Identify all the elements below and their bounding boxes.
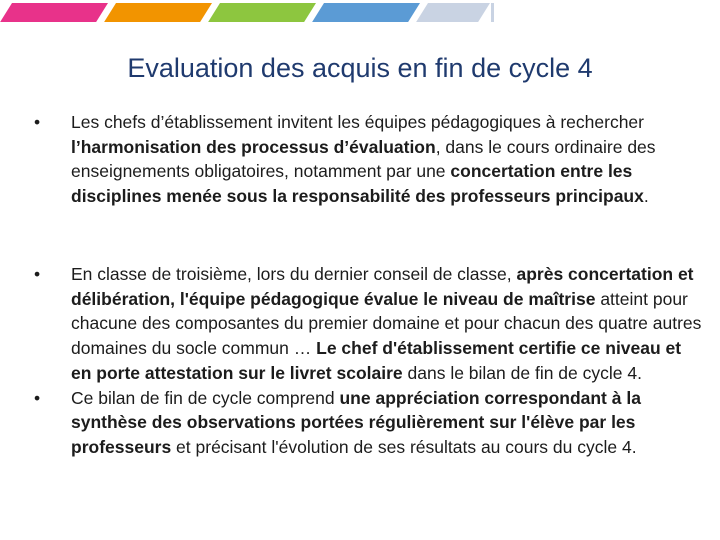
bullet-bold-text: l’harmonisation des processus d’évaluation [71, 136, 436, 157]
bullet-text: En classe de troisième, lors du dernier conseil de classe, [71, 264, 517, 284]
bullet-text: et précisant l'évolution de ses résultats au cours du cycle 4. [171, 436, 637, 457]
slide-title: Evaluation des acquis en fin de cycle 4 [127, 53, 593, 83]
green-stripe [208, 3, 316, 22]
bullet-text: atteint pour chacune des composantes du premier domaine et pour chacun des quatre autres domaines du socle commun … [71, 288, 702, 359]
bullet-item-conseil-de-classe [34, 262, 706, 386]
grey-stripe-end [491, 3, 494, 22]
bullet-item-bilan [34, 386, 706, 460]
bullet-list-top [34, 110, 706, 209]
bullet-bold-text: après concertation et délibération, l'équipe pédagogique évalue le niveau de maîtrise [71, 264, 694, 309]
bullet-dot-icon: • [34, 387, 41, 408]
bullet-text: , dans le cours ordinaire des enseignements obligatoires, notamment par une [71, 136, 656, 182]
bullet-dot-icon: • [34, 112, 41, 132]
orange-stripe [104, 3, 212, 22]
bullet-bold-text: une appréciation correspondant à la synthèse des observations portées régulièrement sur l'élève par les professeurs [71, 387, 641, 457]
bullet-text: dans le bilan de fin de cycle 4. [402, 362, 642, 383]
pink-stripe [0, 3, 108, 22]
bullet-text: Les chefs d’établissement invitent les équipes pédagogiques à rechercher [71, 112, 644, 132]
grey-stripe [416, 3, 490, 22]
bullet-dot-icon: • [34, 264, 41, 284]
bullet-list-bottom [34, 262, 706, 460]
bullet-bold-text: concertation entre les disciplines menée sous la responsabilité des professeurs principaux [71, 161, 644, 207]
blue-stripe [312, 3, 420, 22]
decorative-color-stripes [0, 0, 495, 24]
bullet-item-harmonisation [34, 110, 706, 209]
bullet-text: Ce bilan de fin de cycle comprend [71, 387, 340, 408]
bullet-bold-text: Le chef d'établissement certifie ce niveau et en porte attestation sur le livret scolaire [71, 338, 682, 383]
bullet-text: . [643, 186, 649, 207]
